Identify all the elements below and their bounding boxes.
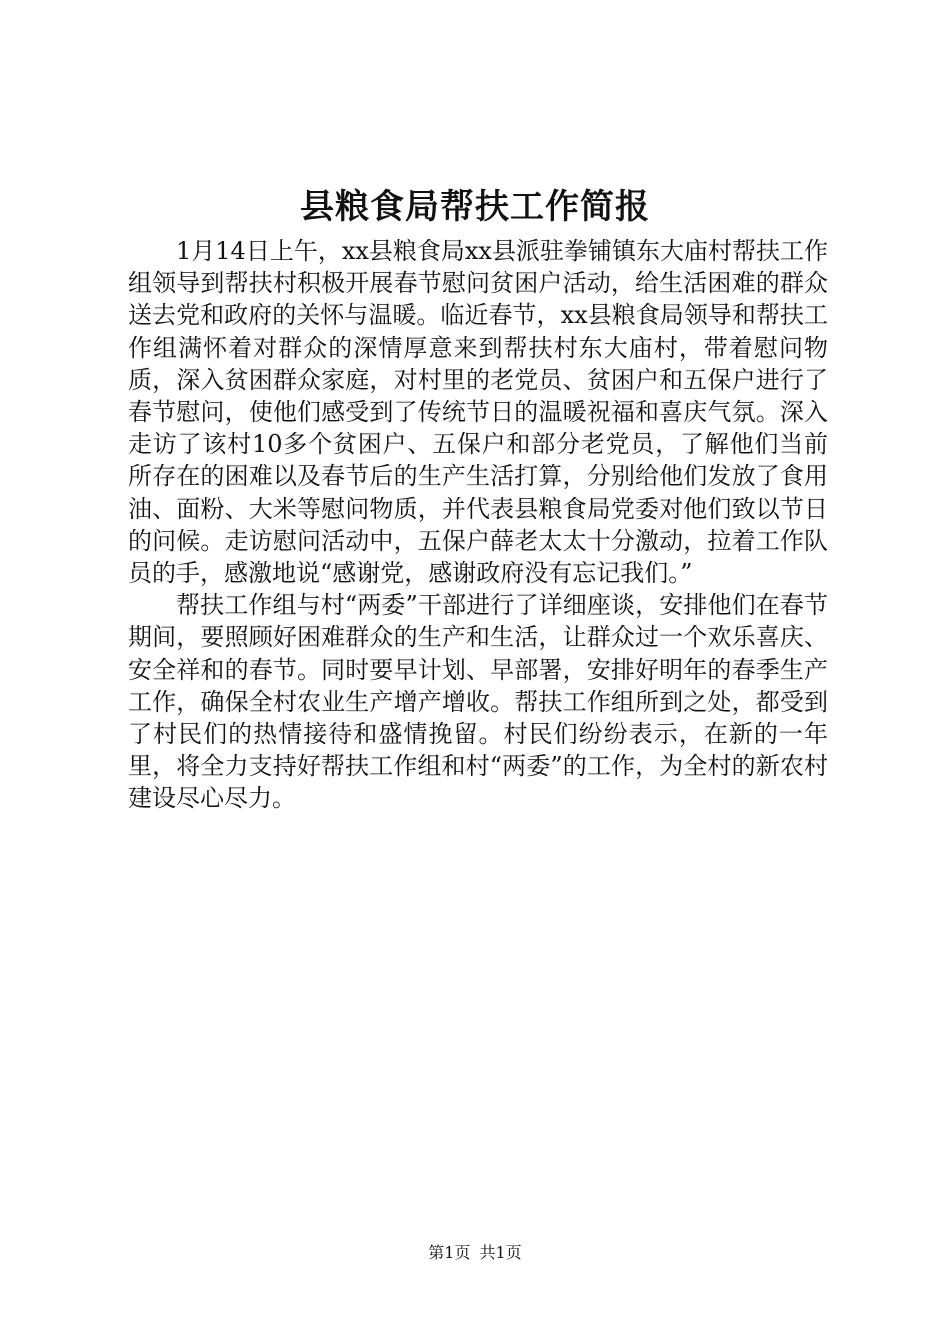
body-paragraph-2: 帮扶工作组与村“两委”干部进行了详细座谈，安排他们在春节期间，要照顾好困难群众的生产和生活，让群众过一个欢乐喜庆、安全祥和的春节。同时要早计划、早部署，安排好明年的春季生产工作，确保全村农业生产增产增收。帮扶工作组所到之处，都受到了村民们的热情接待和盛情挽留。村民们纷纷表示，在新的一年里，将全力支持好帮扶工作组和村“两委”的工作，为全村的新农村建设尽心尽力。 <box>128 591 828 813</box>
page-footer <box>0 1242 950 1264</box>
document-body <box>128 235 828 815</box>
page-number: 第1页 <box>428 1243 471 1262</box>
body-paragraph-1: 1月14日上午，xx县粮食局xx县派驻拳铺镇东大庙村帮扶工作组领导到帮扶村积极开展春节慰问贫困户活动，给生活困难的群众送去党和政府的关怀与温暖。临近春节，xx县粮食局领导和帮扶工作组满怀着对群众的深情厚意来到帮扶村东大庙村，带着慰问物质，深入贫困群众家庭，对村里的老党员、贫困户和五保户进行了春节慰问，使他们感受到了传统节日的温暖祝福和喜庆气氛。深入走访了该村10多个贫困户、五保户和部分老党员，了解他们当前所存在的困难以及春节后的生产生活打算，分别给他们发放了食用油、面粉、大米等慰问物质，并代表县粮食局党委对他们致以节日的问候。走访慰问活动中，五保户薛老太太十分激动，拉着工作队员的手，感激地说“感谢党，感谢政府没有忘记我们。” <box>128 237 828 588</box>
document-title: 县粮食局帮扶工作简报 <box>300 187 650 227</box>
page-total: 共1页 <box>479 1243 522 1262</box>
